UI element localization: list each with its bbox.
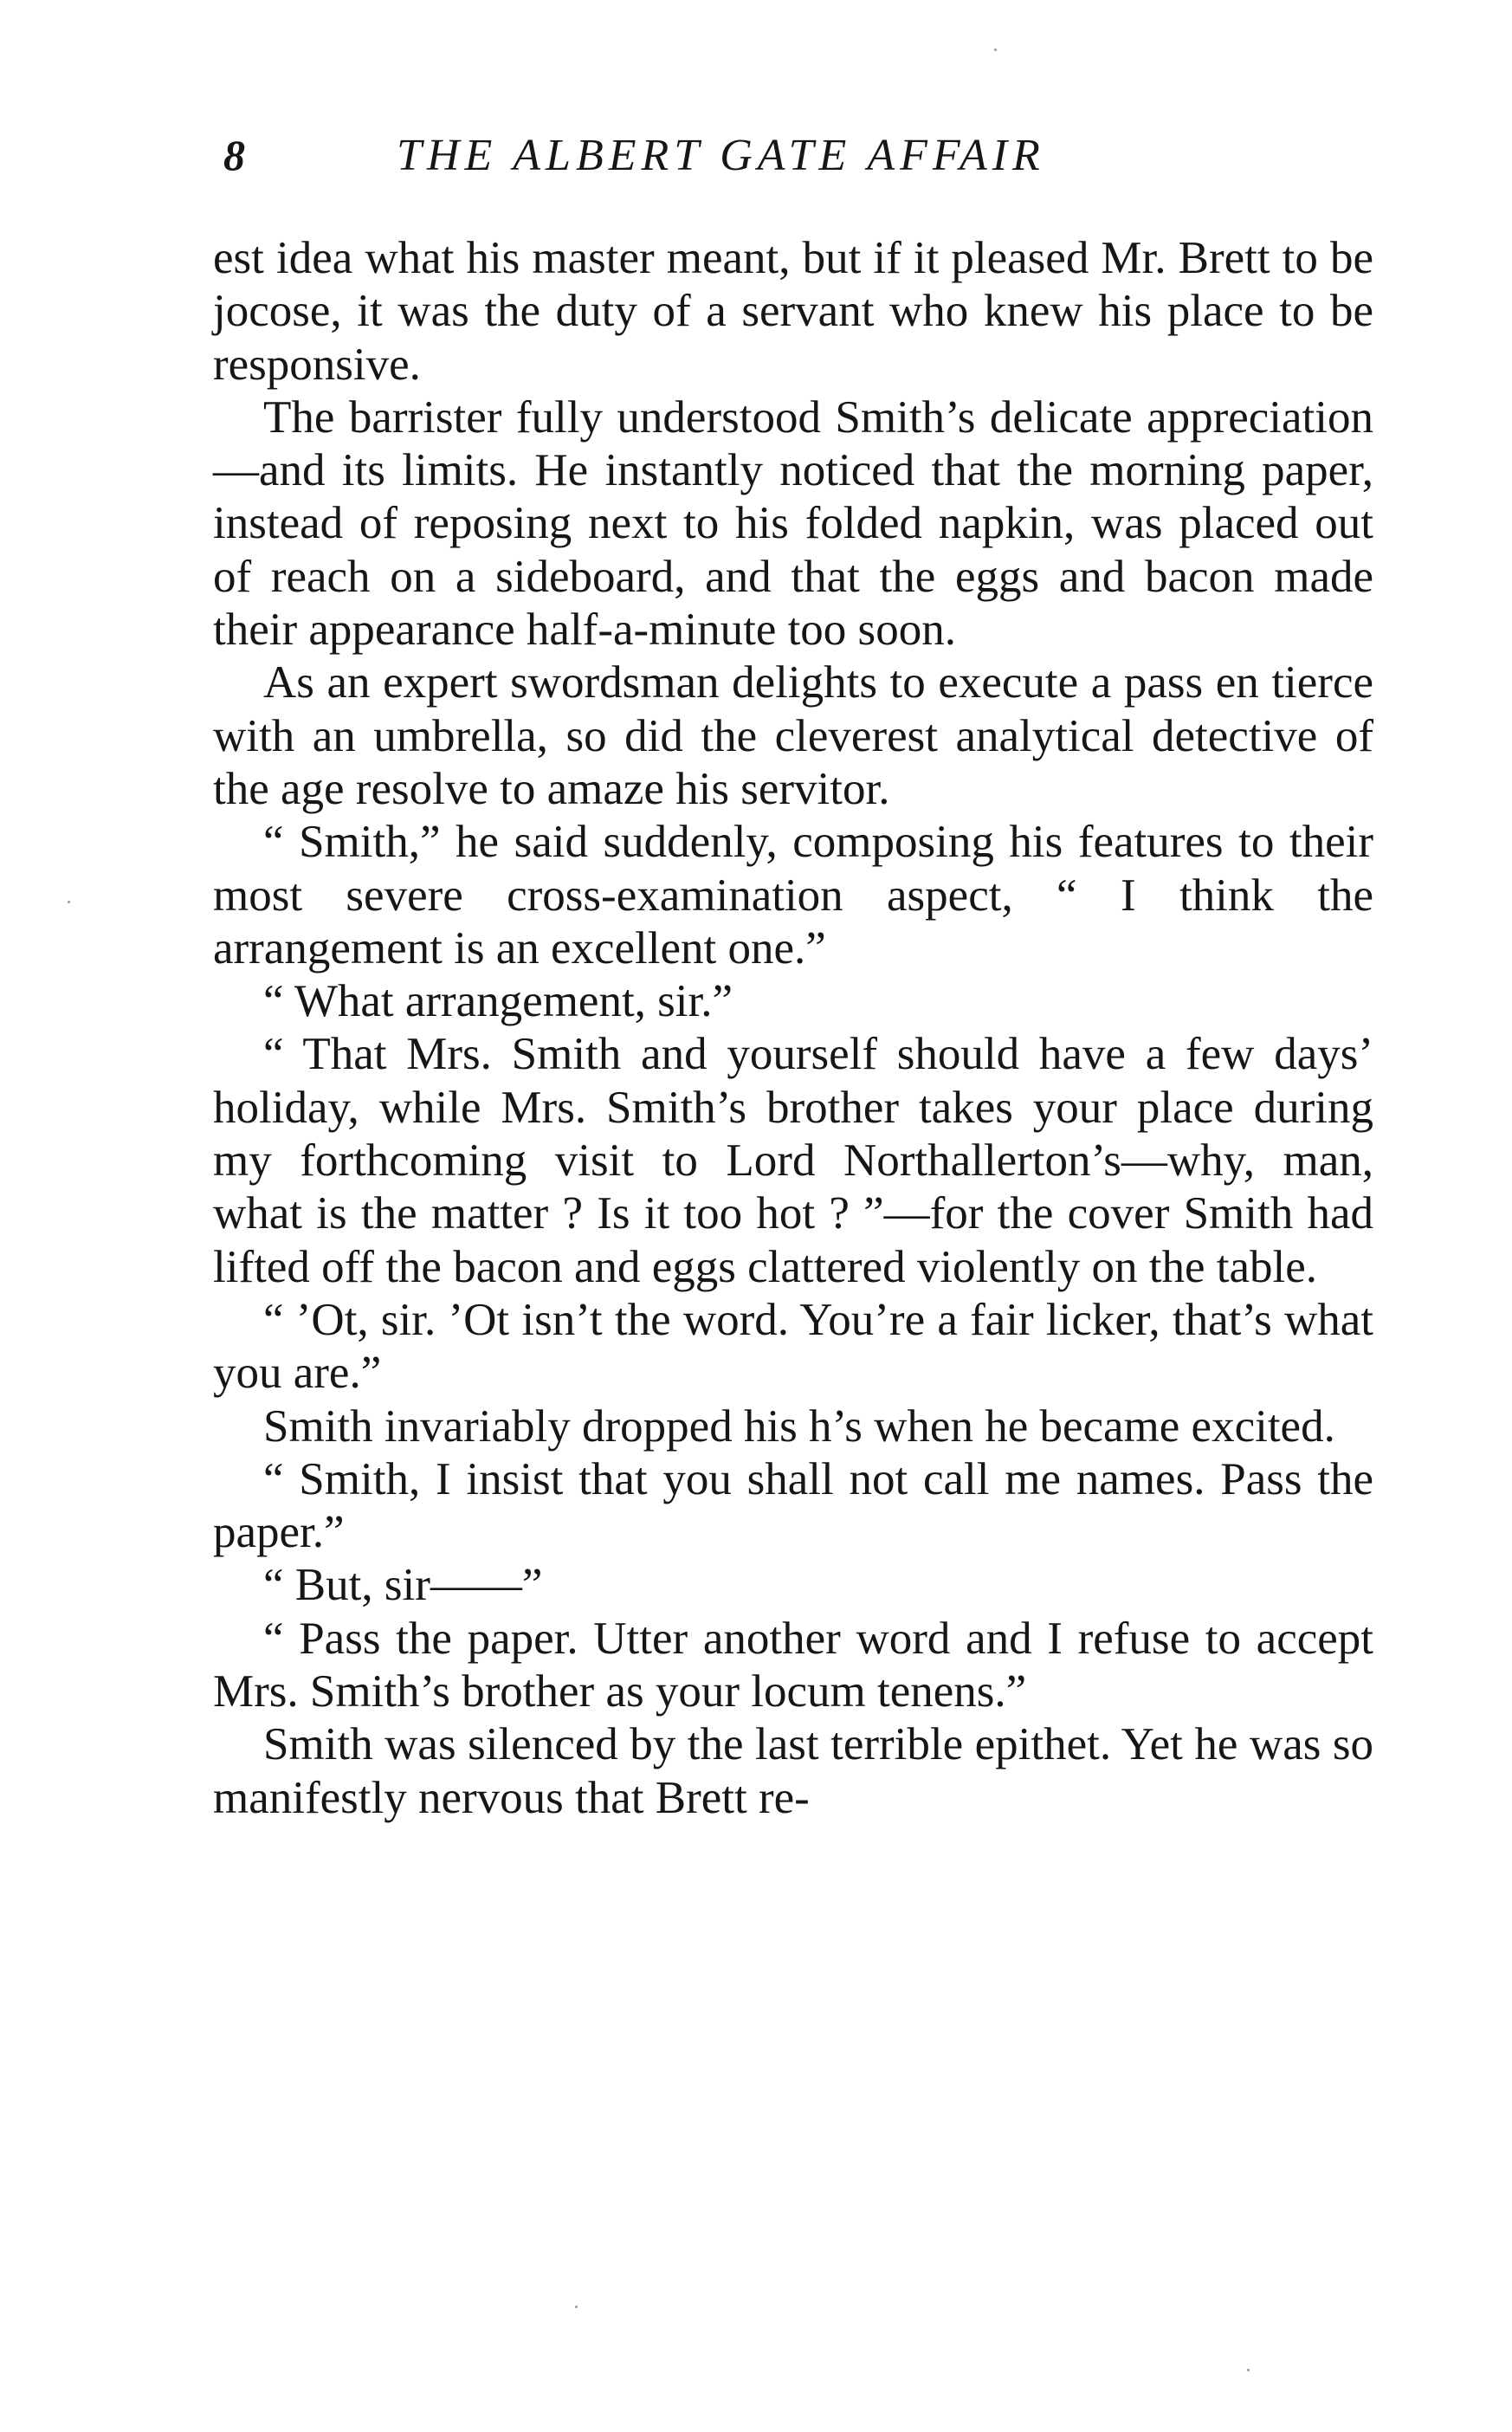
running-title: THE ALBERT GATE AFFAIR: [397, 131, 1045, 180]
paragraph: “ Smith,” he said suddenly, composing his features to their most severe cross-examination aspect, “ I think the arrangement is an excellent one.”: [213, 817, 1373, 973]
paragraph: Smith was silenced by the last terrible epithet. Yet he was so manifestly nervous that Brett re-: [213, 1719, 1373, 1823]
paragraph: “ ’Ot, sir. ’Ot isn’t the word. You’re a fair licker, that’s what you are.”: [213, 1294, 1373, 1399]
body-text: [213, 232, 1373, 1825]
paragraph: “ Smith, I insist that you shall not call me names. Pass the paper.”: [213, 1453, 1373, 1558]
paragraph: “ That Mrs. Smith and yourself should have a few days’ holiday, while Mrs. Smith’s brother takes your place during my forthcoming visit to Lord Northallerton’s—why, man, what is the matter ? Is it too hot ? ”—for the cover Smith had lifted off the bacon and eggs clattered violently on the table.: [213, 1029, 1373, 1292]
page-number: 8: [223, 131, 245, 179]
paper-speck: [68, 901, 70, 903]
paper-speck: [1247, 2369, 1250, 2371]
running-head: [223, 130, 1375, 191]
paper-speck: [575, 2306, 578, 2308]
paragraph: “ Pass the paper. Utter another word and I refuse to accept Mrs. Smith’s brother as your locum tenens.”: [213, 1613, 1373, 1717]
paragraph-continuation: est idea what his master meant, but if it pleased Mr. Brett to be jocose, it was the duty of a servant who knew his place to be responsive.: [213, 233, 1373, 390]
paragraph: “ What arrangement, sir.”: [263, 976, 733, 1027]
paper-speck: [994, 49, 997, 51]
paragraph: As an expert swordsman delights to execute a pass en tierce with an umbrella, so did the cleverest analytical detective of the age resolve to amaze his servitor.: [213, 657, 1373, 814]
paragraph: Smith invariably dropped his h’s when he became excited.: [263, 1400, 1335, 1452]
paragraph: “ But, sir——”: [263, 1560, 543, 1611]
paragraph: The barrister fully understood Smith’s delicate appreciation—and its limits. He instantly noticed that the morning paper, instead of reposing next to his folded napkin, was placed out of reach on a sideboard, and that the eggs and bacon made their appearance half-a-minute too soon.: [213, 391, 1373, 656]
